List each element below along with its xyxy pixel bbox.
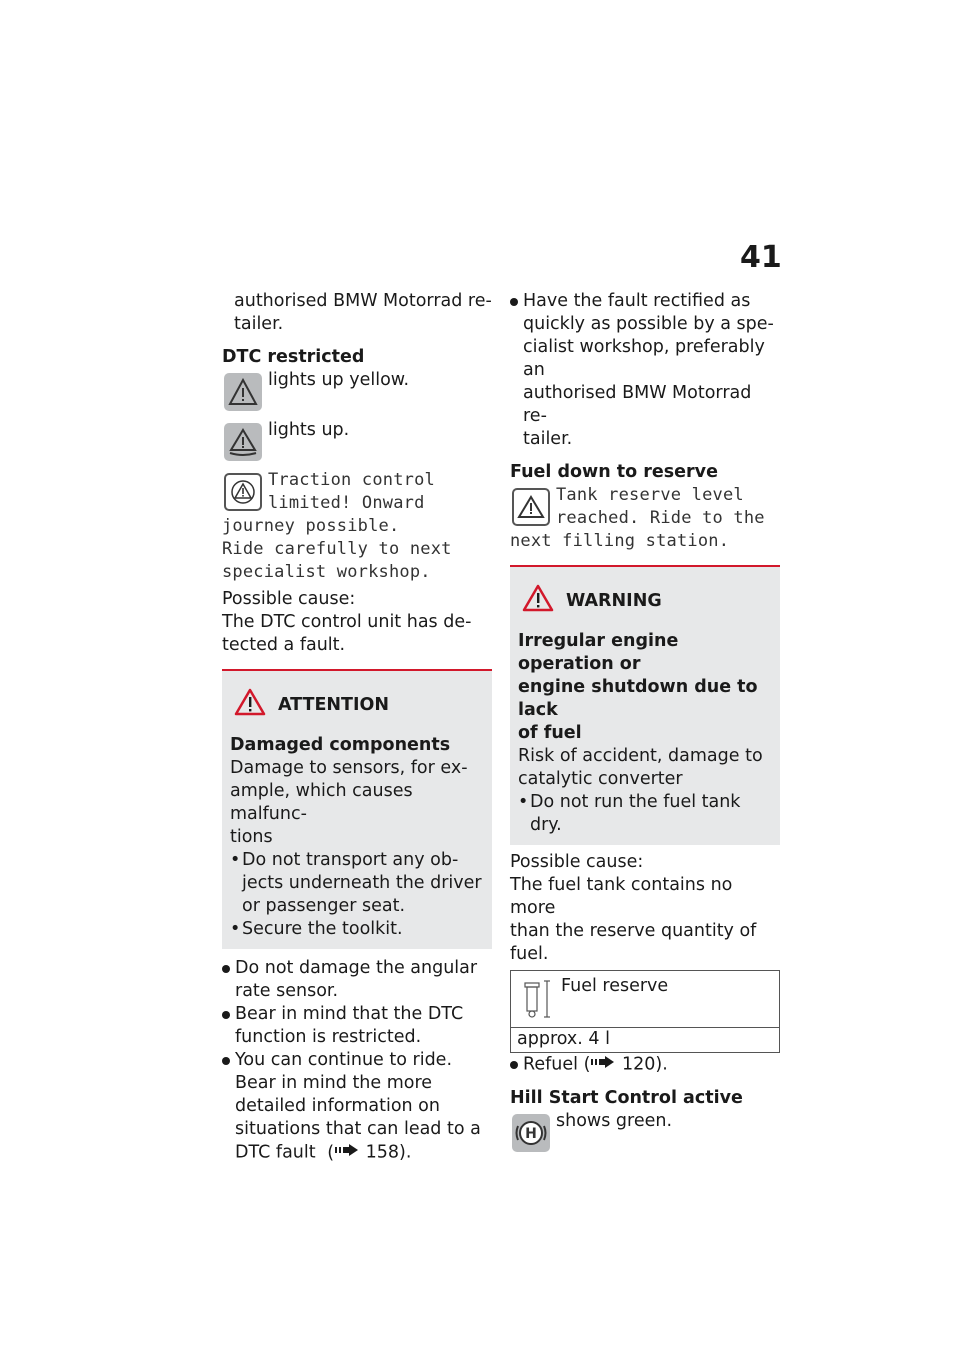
fuel-display-line-3: next filling station. [510, 531, 730, 551]
fuel-reserve-table-header [511, 971, 779, 1028]
warning-text-2: catalytic converter [518, 769, 683, 789]
warning-box [510, 565, 780, 845]
attention-triangle-icon [234, 687, 266, 724]
page-reference-arrow-icon[interactable] [334, 1141, 360, 1164]
dot-item-rectify [510, 290, 780, 451]
fuel-reserve-value: approx. 4 l [517, 1029, 610, 1049]
left-dot-list [222, 957, 492, 1165]
rectify-line-1: Have the fault rectified as [523, 291, 751, 311]
dot-2-line-1: Bear in mind that the DTC [235, 1004, 464, 1024]
dot-1-line-2: rate sensor. [235, 981, 339, 1001]
dot-3-line-5: DTC fault ( 158). [235, 1142, 412, 1163]
display-line-5: specialist workshop. [222, 562, 431, 582]
fuel-cause-line-2: than the reserve quantity of [510, 921, 757, 941]
dot-item-continue [222, 1049, 492, 1165]
attention-title: ATTENTION [278, 695, 390, 715]
attention-bullet-1-line-1: • Do not transport any ob- [242, 850, 459, 870]
dot-item-angular [222, 957, 492, 1003]
hill-start-icon [512, 1114, 550, 1152]
icon1-text: lights up yellow. [268, 370, 410, 390]
attention-text-3: tions [230, 827, 273, 847]
attention-box [222, 669, 492, 949]
attention-bullet-1-line-2: jects underneath the driver [242, 873, 482, 893]
warning-bullet-text: • Do not run the fuel tank dry. [530, 792, 741, 835]
fuel-warning-icon [512, 488, 550, 526]
dtc-page-ref[interactable]: 158). [365, 1142, 412, 1163]
warning-triangle-icon [522, 583, 554, 620]
warning-bullet [518, 791, 772, 837]
dot-item-dtc [222, 1003, 492, 1049]
attention-bullet-1-line-3: or passenger seat. [242, 896, 406, 916]
rectify-line-2: quickly as possible by a spe- [523, 314, 774, 334]
attention-subtitle: Damaged components [230, 735, 451, 755]
attention-bullet-2-line-1: • Secure the toolkit. [242, 919, 403, 939]
warning-header [518, 583, 772, 620]
fuel-display-message [510, 484, 780, 553]
rectify-line-3: cialist workshop, preferably an [523, 337, 765, 380]
left-column [222, 290, 492, 1165]
icon-row-lights [222, 419, 492, 463]
icon-row-yellow [222, 369, 492, 413]
fuel-cause-line-1: The fuel tank contains no more [510, 875, 733, 918]
fuel-display-line-2: reached. Ride to the [556, 508, 765, 528]
refuel-text: Refuel ( [523, 1054, 591, 1075]
attention-text-1: Damage to sensors, for ex- [230, 758, 468, 778]
attention-bullet-2 [230, 918, 484, 941]
rectify-line-4: authorised BMW Motorrad re- [523, 383, 752, 426]
hill-start-row [510, 1110, 780, 1154]
dot-3-line-1: You can continue to ride. [235, 1050, 453, 1070]
attention-header [230, 687, 484, 724]
hill-start-heading: Hill Start Control active [510, 1087, 743, 1108]
cause-line-2: tected a fault. [222, 635, 346, 655]
display-line-4: Ride carefully to next [222, 539, 452, 559]
warning-triangle-icon [224, 373, 262, 411]
fuel-pump-icon [521, 979, 551, 1026]
dot-item-refuel [510, 1053, 780, 1077]
cause-label: Possible cause: [222, 589, 356, 609]
dot-1-line-1: Do not damage the angular [235, 958, 478, 978]
dtc-fault-text: DTC fault [235, 1142, 316, 1163]
display-line-3: journey possible. [222, 516, 400, 536]
page-number: 41 [740, 240, 782, 275]
dot-3-line-4: situations that can lead to a [235, 1119, 481, 1139]
cause-line-1: The DTC control unit has de- [222, 612, 472, 632]
fuel-reserve-label: Fuel reserve [561, 976, 669, 996]
fuel-reserve-table [510, 970, 780, 1053]
fuel-reserve-heading: Fuel down to reserve [510, 462, 718, 482]
display-line-1: Traction control [268, 470, 435, 490]
fuel-cause-label: Possible cause: [510, 852, 644, 872]
traction-warning-icon [224, 423, 262, 461]
dot-2-line-2: function is restricted. [235, 1027, 422, 1047]
fuel-display-line-1: Tank reserve level [556, 485, 744, 505]
intro-line-2: tailer. [234, 314, 284, 334]
icon2-text: lights up. [268, 420, 350, 440]
right-column [510, 290, 780, 1154]
attention-text-2: ample, which causes malfunc- [230, 781, 413, 824]
refuel-page-ref[interactable]: 120). [622, 1054, 668, 1075]
dtc-restricted-heading: DTC restricted [222, 347, 365, 367]
intro-line-1: authorised BMW Motorrad re- [234, 291, 492, 311]
dot-3-line-3: detailed information on [235, 1096, 440, 1116]
dot-3-line-2: Bear in mind the more [235, 1073, 433, 1093]
refuel-arrow-icon[interactable] [590, 1053, 616, 1076]
warning-title: WARNING [566, 591, 662, 611]
fuel-cause-line-3: fuel. [510, 944, 549, 964]
rectify-line-5: tailer. [523, 429, 573, 449]
svg-text:H: H [525, 1125, 537, 1142]
hill-start-text: shows green. [556, 1110, 673, 1131]
warning-subtitle-1: Irregular engine operation or [518, 631, 679, 674]
warning-subtitle-3: of fuel [518, 723, 582, 743]
display-line-2: limited! Onward [268, 493, 425, 513]
dtc-warning-icon [224, 473, 262, 511]
attention-bullet-1 [230, 849, 484, 918]
display-message [222, 469, 492, 584]
warning-subtitle-2: engine shutdown due to lack [518, 677, 758, 720]
warning-text-1: Risk of accident, damage to [518, 746, 763, 766]
